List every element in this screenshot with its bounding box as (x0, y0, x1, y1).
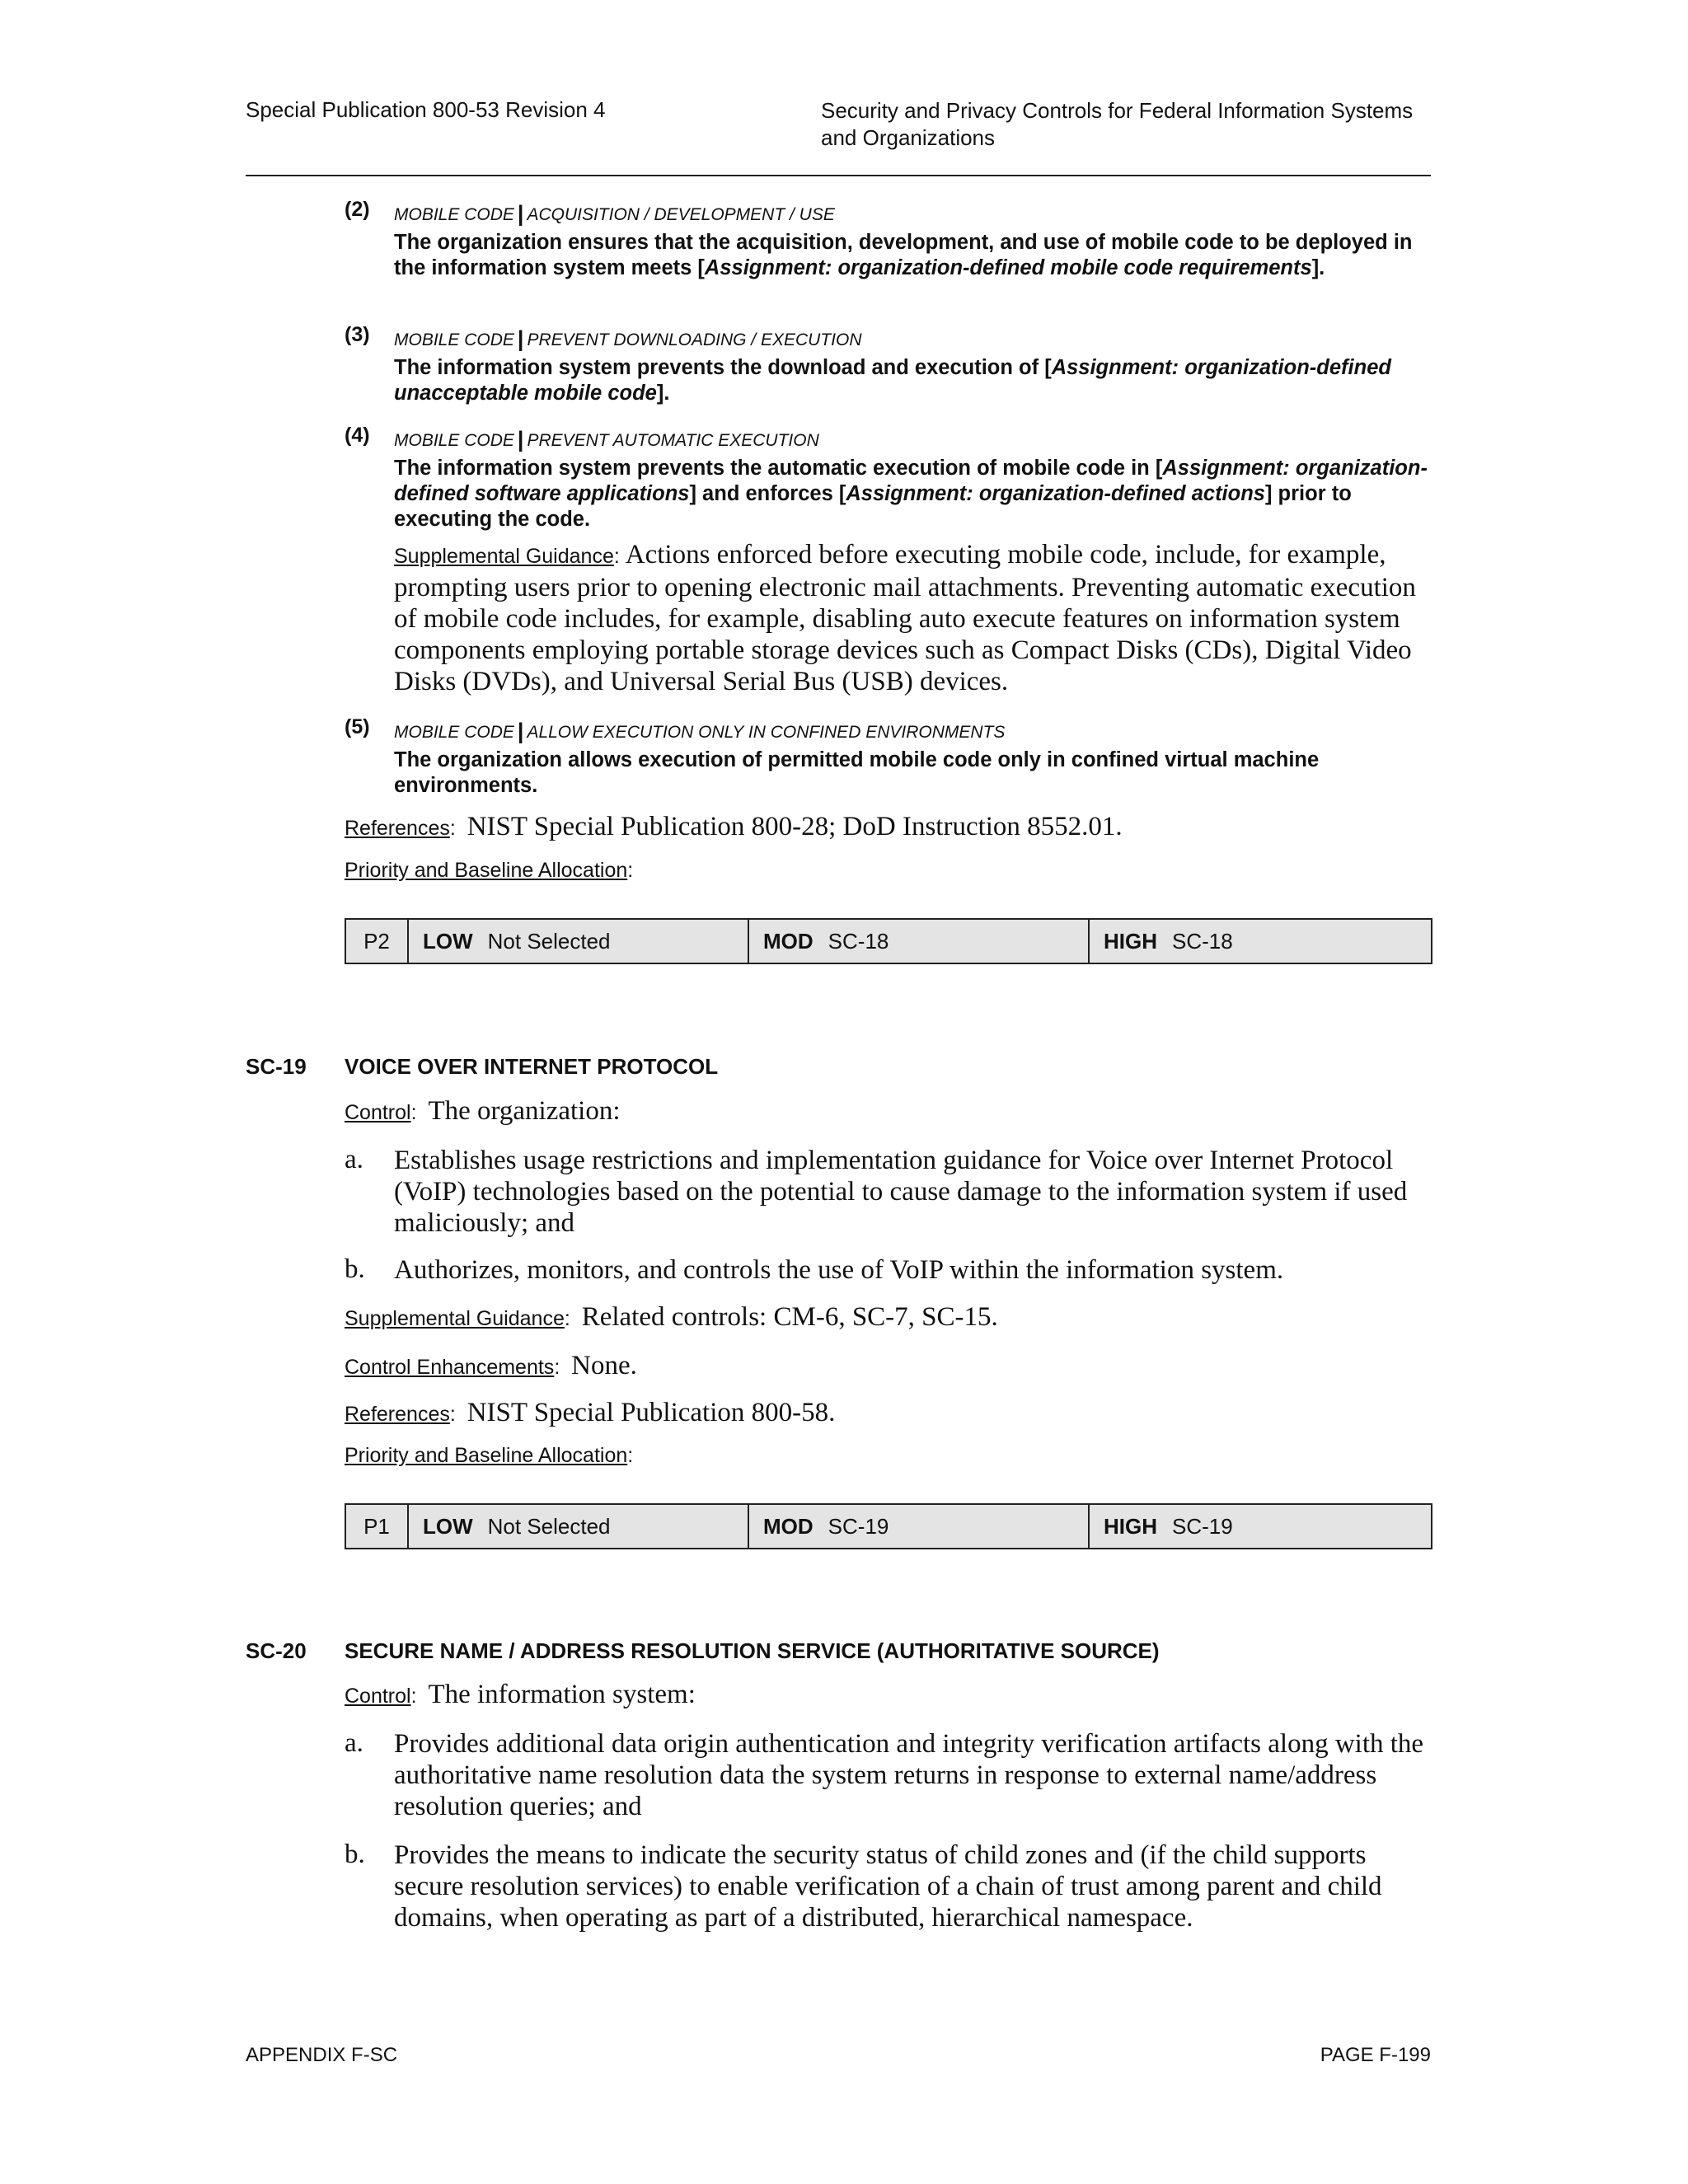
priority-label: Priority and Baseline Allocation (345, 859, 628, 882)
item-text: Provides the means to indicate the security status of child zones and (if the child supports secure resolution services) to enable verification of a chain of trust among parent and child domains, when operating as part of a distributed, hierarchical namespace. (394, 1840, 1382, 1933)
sc18-references (345, 812, 1123, 842)
sc19-priority (345, 1444, 633, 1468)
label-colon: : (449, 1403, 467, 1426)
item-letter: b. (345, 1254, 365, 1284)
label-colon: : (410, 1101, 429, 1124)
item-letter: b. (345, 1840, 365, 1869)
control-text: The information system: (428, 1680, 696, 1709)
label-colon: : (627, 859, 634, 882)
item-text: Provides additional data origin authentication and integrity verification artifacts along with the authoritative name resolution data the system returns in response to external name/address resolution queries; and (394, 1729, 1424, 1821)
title-separator: | (517, 719, 524, 743)
sc19-references (345, 1398, 835, 1428)
guidance-paragraph (394, 539, 1434, 697)
assignment-text: Assignment: organization-defined software applications (394, 457, 1428, 505)
body-text: ] and enforces [ (689, 482, 846, 505)
low-value: Not Selected (487, 1514, 611, 1539)
label-colon: : (613, 545, 626, 568)
body-text: ] prior to executing the code. (394, 482, 1352, 531)
enhancement-body (394, 456, 1431, 532)
header-right-line2: and Organizations (821, 125, 996, 150)
assignment-text: Assignment: organization-defined unacceptable mobile code (394, 356, 1391, 405)
sc18-priority (345, 859, 633, 883)
mod-label: MOD (763, 929, 814, 954)
low-label: LOW (423, 1514, 473, 1539)
guidance-label: Supplemental Guidance (394, 545, 614, 568)
enhancement-body (394, 230, 1431, 281)
label-colon: : (449, 817, 467, 840)
sc20-control-intro (345, 1680, 696, 1710)
priority-label: Priority and Baseline Allocation (345, 1444, 628, 1467)
priority-cell: P1 (346, 1505, 409, 1548)
sc19-control-intro (345, 1096, 621, 1127)
title-separator: | (517, 201, 524, 226)
enhancement-title-part-a: MOBILE CODE (394, 205, 514, 224)
label-colon: : (627, 1444, 634, 1467)
control-label: Control (345, 1101, 411, 1124)
control-id: SC-20 (246, 1638, 307, 1663)
mod-cell (749, 1505, 1090, 1548)
enhancement-title-part-a: MOBILE CODE (394, 330, 514, 349)
low-label: LOW (423, 929, 473, 954)
supplemental-guidance (394, 539, 1434, 697)
label-colon: : (410, 1685, 429, 1708)
enhancement-title-part-b: ACQUISITION / DEVELOPMENT / USE (527, 205, 835, 224)
control-text: The organization: (428, 1096, 621, 1126)
guidance-label: Supplemental Guidance (345, 1307, 565, 1330)
sc19-enhancements (345, 1351, 637, 1381)
mod-value: SC-18 (828, 929, 889, 954)
mod-label: MOD (763, 1514, 814, 1539)
high-cell (1090, 1505, 1431, 1548)
title-separator: | (517, 326, 524, 351)
enhancement-number: (2) (345, 198, 370, 221)
header-right-line1: Security and Privacy Controls for Federal Information Systems (821, 98, 1414, 123)
title-separator: | (517, 427, 524, 452)
control-title: SECURE NAME / ADDRESS RESOLUTION SERVICE (AUTHORITATIVE SOURCE) (345, 1638, 1160, 1663)
control-id: SC-19 (246, 1054, 307, 1079)
high-cell (1090, 920, 1431, 963)
guidance-text: Actions enforced before executing mobile code, include, for example, prompting users prior to opening electronic mail attachments. Preventing automatic execution of mobile code includes, for example, disabling auto execute features on information system components employing portable storage devices such as Compact Disks (CDs), Digital Video Disks (DVDs), and Universal Serial Bus (USB) devices. (394, 540, 1416, 696)
high-label: HIGH (1104, 1514, 1157, 1539)
enhancement-number: (4) (345, 424, 370, 447)
assignment-text: Assignment: organization-defined mobile code requirements (704, 256, 1312, 279)
body-text: ]. (656, 382, 670, 405)
enhancement-number: (3) (345, 323, 370, 346)
header-rule (246, 175, 1431, 176)
control-title: VOICE OVER INTERNET PROTOCOL (345, 1054, 719, 1079)
low-cell (409, 920, 749, 963)
enhancement-title-part-a: MOBILE CODE (394, 723, 514, 742)
references-text: NIST Special Publication 800-58. (467, 1398, 836, 1427)
body-text: ]. (1311, 256, 1325, 279)
high-value: SC-18 (1172, 929, 1233, 954)
baseline-table-sc18 (345, 918, 1432, 964)
label-colon: : (564, 1307, 582, 1330)
baseline-table-sc19 (345, 1503, 1432, 1549)
references-label: References (345, 1403, 450, 1426)
enhancement-title-part-b: ALLOW EXECUTION ONLY IN CONFINED ENVIRONMENTS (527, 723, 1006, 742)
enhancement-title (394, 326, 861, 351)
enhancement-title (394, 718, 1005, 743)
label-colon: : (554, 1356, 572, 1379)
enhancements-text: None. (571, 1351, 637, 1380)
enhancements-label: Control Enhancements (345, 1356, 555, 1379)
enhancement-title-part-b: PREVENT AUTOMATIC EXECUTION (527, 431, 819, 450)
body-text: The information system prevents the download and execution of [ (394, 356, 1052, 379)
enhancement-body: The organization allows execution of permitted mobile code only in confined virtual machine environments. (394, 748, 1320, 797)
item-text: Establishes usage restrictions and implementation guidance for Voice over Internet Protocol (VoIP) technologies based on the potential to cause damage to the information system if used maliciously; and (394, 1146, 1408, 1238)
enhancement-title-part-b: PREVENT DOWNLOADING / EXECUTION (527, 330, 862, 349)
guidance-text: Related controls: CM-6, SC-7, SC-15. (581, 1302, 998, 1332)
priority-cell: P2 (346, 920, 409, 963)
mod-value: SC-19 (828, 1514, 889, 1539)
high-label: HIGH (1104, 929, 1157, 954)
header-left: Special Publication 800-53 Revision 4 (246, 97, 606, 122)
references-label: References (345, 817, 450, 840)
control-label: Control (345, 1685, 411, 1708)
item-text: Authorizes, monitors, and controls the use of VoIP within the information system. (394, 1255, 1284, 1285)
header-right (821, 97, 1447, 152)
references-text: NIST Special Publication 800-28; DoD Instruction 8552.01. (467, 812, 1123, 841)
body-text: The information system prevents the automatic execution of mobile code in [ (394, 457, 1163, 480)
body-text: The organization ensures that the acquisition, development, and use of mobile code to be deployed in the information system meets [ (394, 231, 1413, 279)
enhancement-title-part-a: MOBILE CODE (394, 431, 514, 450)
enhancement-body (394, 355, 1431, 406)
enhancement-title (394, 200, 835, 226)
footer-right: PAGE F-199 (1320, 2044, 1431, 2066)
item-letter: a. (345, 1728, 363, 1758)
high-value: SC-19 (1172, 1514, 1233, 1539)
enhancement-title (394, 426, 819, 452)
sc19-guidance (345, 1302, 998, 1333)
assignment-text: Assignment: organization-defined actions (846, 482, 1265, 505)
item-letter: a. (345, 1145, 363, 1174)
low-value: Not Selected (487, 929, 611, 954)
mod-cell (749, 920, 1090, 963)
low-cell (409, 1505, 749, 1548)
enhancement-number: (5) (345, 715, 370, 738)
footer-left: APPENDIX F-SC (246, 2044, 398, 2066)
